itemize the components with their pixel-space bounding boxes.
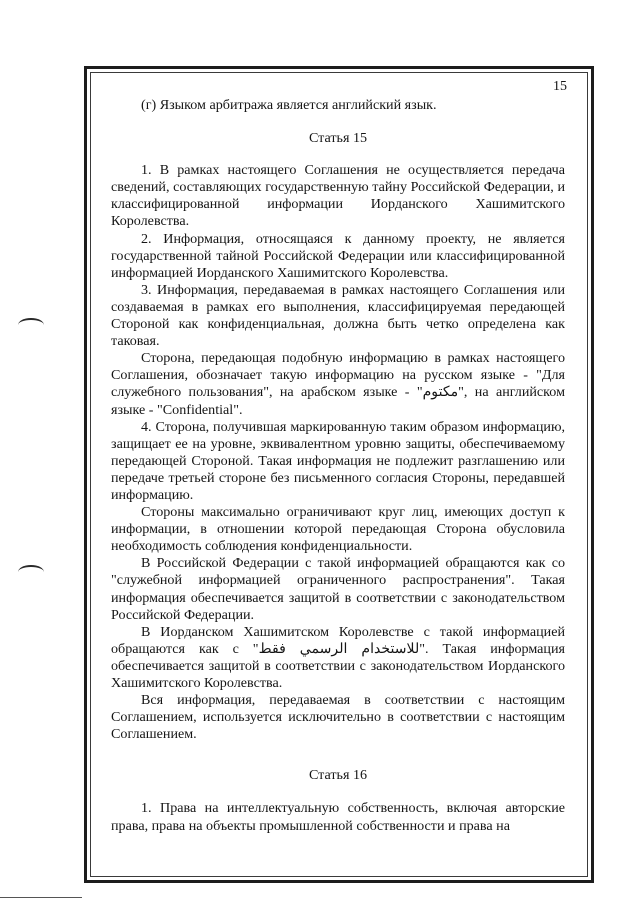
binding-hole-mark xyxy=(18,318,44,332)
article-15-heading: Статья 15 xyxy=(308,130,368,147)
page-number: 15 xyxy=(553,79,567,94)
paragraph-arbitration-language: (г) Языком арбитража является английский язык. xyxy=(141,97,437,113)
scan-edge-line xyxy=(0,897,82,898)
article-15-paragraph: 4. Сторона, получившая маркированную таким образом информацию, защищает ее на уровне, эквивалентном уровню защиты, обеспечиваемому передающей Стороной. Такая информация не подлежит разглашению или передаче третьей стороне без письменного согласия Стороны, передавшей информацию. xyxy=(111,418,565,503)
article-15-paragraph: Сторона, передающая подобную информацию в рамках настоящего Соглашения, обозначает такую информацию на русском языке - "Для служебного пользования", на арабском языке - "مكتوم", на английском языке - "Confidential". xyxy=(111,350,566,418)
article-15-paragraph: Стороны максимально ограничивают круг лиц, имеющих доступ к информации, в отношении которой передающая Сторона обусловила необходимость соблюдения конфиденциальности. xyxy=(111,504,565,555)
article-15-paragraph: В Иорданском Хашимитском Королевстве с такой информацией обращаются как с "للاستخدام الرسمي فقط". Такая информация обеспечивается защитой в соответствии с законодательством Иорданского Хашимитского Королевства. xyxy=(111,623,566,691)
article-15-paragraph: В Российской Федерации с такой информацией обращаются как со "служебной информацией ограниченного распространения". Такая информация обеспечивается защитой в соответствии с законодательством Российской Федерации. xyxy=(111,555,565,623)
article-15-paragraph: 3. Информация, передаваемая в рамках настоящего Соглашения или создаваемая в рамках его выполнения, классифицируемая передающей Стороной как конфиденциальная, должна быть четко определена как таковая. xyxy=(111,281,565,350)
article-16-heading: Статья 16 xyxy=(308,767,368,784)
article-16-paragraph: 1. Права на интеллектуальную собственность, включая авторские права, права на объекты промышленной собственности и права на xyxy=(111,800,565,834)
article-15-paragraph: Вся информация, передаваемая в соответствии с настоящим Соглашением, используется исключительно в соответствии с настоящим Соглашением. xyxy=(111,692,565,743)
article-15-paragraph: 1. В рамках настоящего Соглашения не осуществляется передача сведений, составляющих государственную тайну Российской Федерации, и классифицированной информации Иорданского Хашимитского Королевства. xyxy=(111,162,565,230)
document-body xyxy=(111,97,565,835)
article-15-paragraph: 2. Информация, относящаяся к данному проекту, не является государственной тайной Российской Федерации или классифицированной информацией Иорданского Хашимитского Королевства. xyxy=(111,230,565,281)
binding-hole-mark xyxy=(18,565,44,579)
page-frame xyxy=(84,66,594,883)
